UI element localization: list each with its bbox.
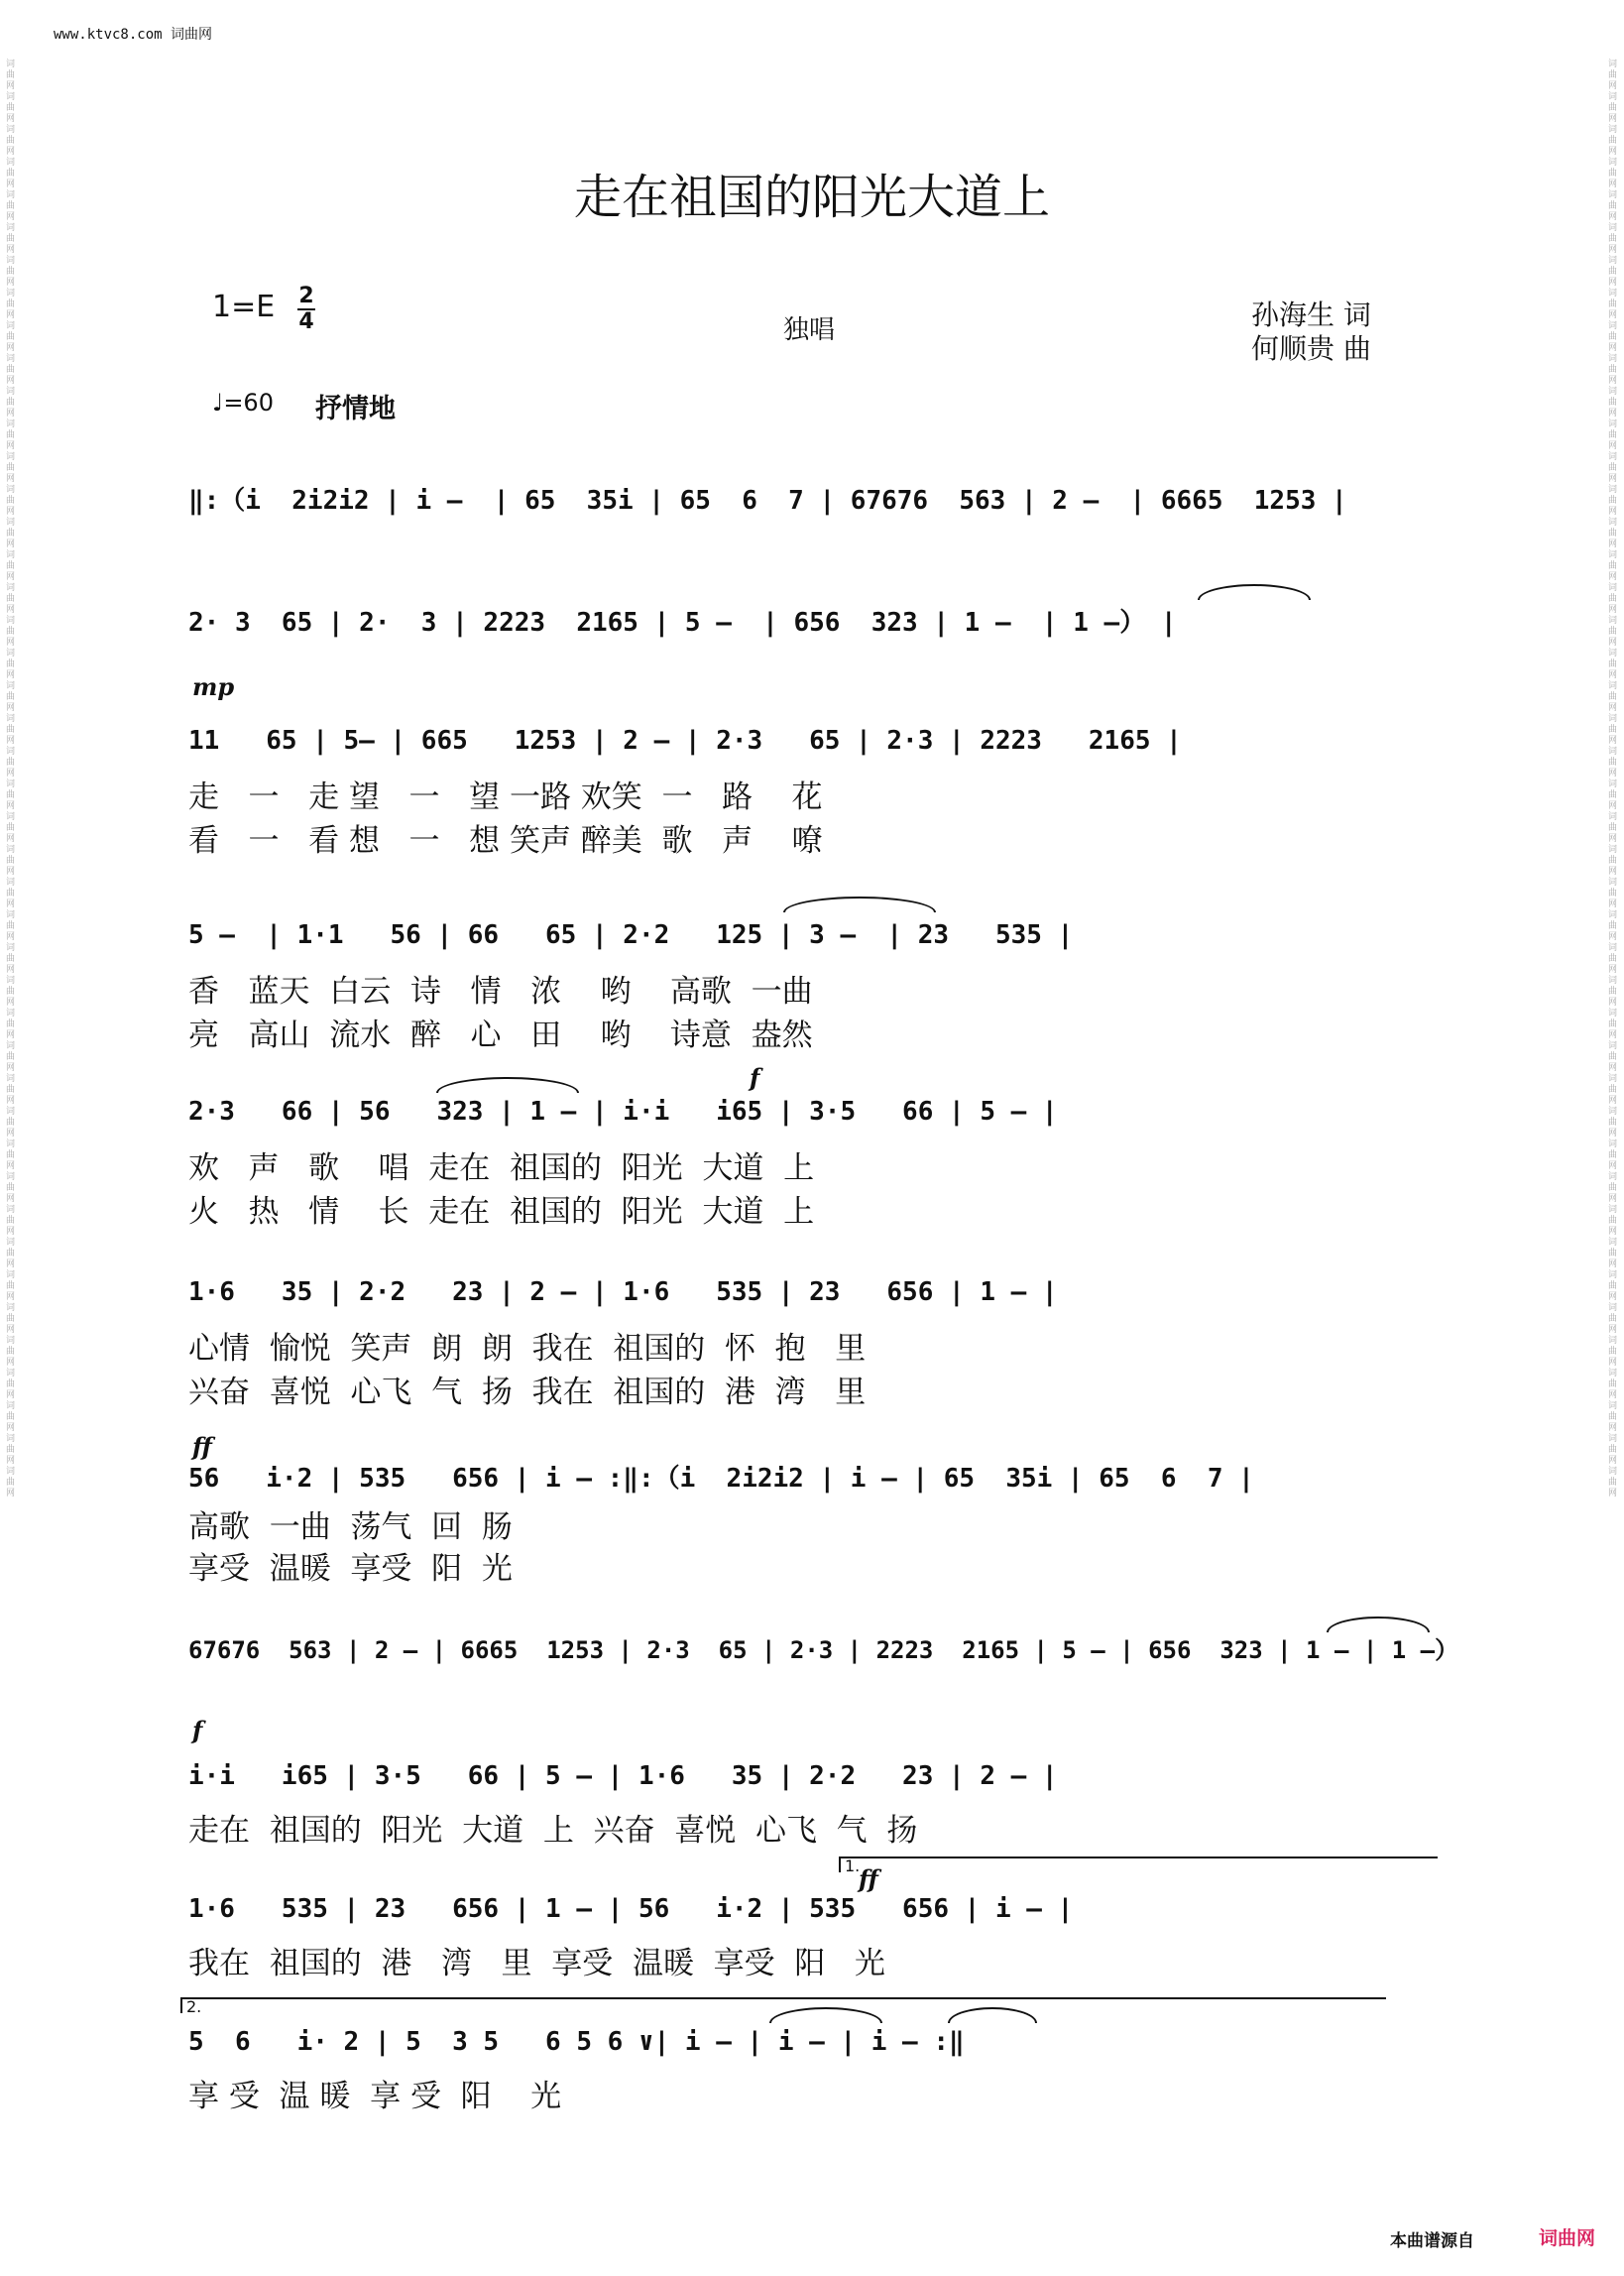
tie-arc — [783, 897, 936, 912]
notation-line: 56 i·2 | 535 656 | i – :‖:（i 2i2i2 | i – | 65 35i | 65 6 7 | — [188, 1464, 1254, 1494]
lyrics-verse-1: 走 一 走 望 一 望 一路 欢笑 一 路 花 — [188, 779, 823, 815]
time-signature-bottom: 4 — [298, 309, 314, 334]
lyrics-verse-1: 我在 祖国的 港 湾 里 享受 温暖 享受 阳 光 — [188, 1946, 885, 1981]
notation-line: 2· 3 65 | 2· 3 | 2223 2165 | 5 – | 656 323 | 1 – | 1 –） | — [188, 608, 1177, 638]
lyrics-verse-1: 走在 祖国的 阳光 大道 上 兴奋 喜悦 心飞 气 扬 — [188, 1813, 918, 1849]
music-system-2 — [188, 598, 1440, 658]
notation-line: 67676 563 | 2 – | 6665 1253 | 2·3 65 | 2·3 | 2223 2165 | 5 – | 656 323 | 1 – | 1 –） — [188, 1636, 1459, 1664]
music-system-5 — [188, 1063, 1440, 1232]
site-label: www.ktvc8.com 词曲网 — [54, 27, 213, 43]
music-system-6 — [188, 1271, 1440, 1410]
notation-line: 1·6 535 | 23 656 | 1 – | 56 i·2 | 535 656 | i – | — [188, 1894, 1074, 1924]
music-system-7 — [188, 1432, 1440, 1587]
volta-label: 1. — [845, 1857, 861, 1875]
music-system-1 — [188, 476, 1440, 536]
lyrics-verse-1: 享 受 温 暖 享 受 阳 光 — [188, 2079, 562, 2114]
time-signature-top: 2 — [298, 284, 314, 308]
lyricist-credit: 孙海生 词 — [1251, 299, 1371, 331]
tie-arc — [1327, 1617, 1430, 1632]
lyrics-verse-2: 亮 高山 流水 醉 心 田 哟 诗意 盎然 — [188, 1018, 813, 1053]
lyrics-verse-1: 香 蓝天 白云 诗 情 浓 哟 高歌 一曲 — [188, 974, 813, 1010]
music-system-8 — [188, 1626, 1459, 1686]
tie-arc — [436, 1077, 579, 1093]
music-system-3 — [188, 672, 1440, 859]
volta-bracket-2 — [180, 1997, 1386, 2016]
music-system-11 — [188, 2023, 1440, 2122]
lyrics-verse-1: 欢 声 歌 唱 走在 祖国的 阳光 大道 上 — [188, 1150, 815, 1186]
expression-marking: 抒情地 — [315, 394, 396, 424]
composer-credit: 何顺贵 曲 — [1251, 332, 1371, 365]
dynamic-marking: f — [750, 1063, 760, 1092]
notation-line: 1·6 35 | 2·2 23 | 2 – | 1·6 535 | 23 656 | 1 – | — [188, 1277, 1058, 1307]
notation-line: ‖:（i 2i2i2 | i – | 65 35i | 65 6 7 | 67676 563 | 2 – | 6665 1253 | — [188, 486, 1347, 516]
dynamic-marking: ff — [192, 1432, 212, 1461]
time-signature — [297, 286, 315, 333]
site-logo[interactable]: 词曲网 — [1539, 2227, 1596, 2249]
dynamic-marking: f — [192, 1716, 203, 1744]
notation-line: 2·3 66 | 56 323 | 1 – | i·i i65 | 3·5 66 | 5 – | — [188, 1097, 1058, 1127]
dynamic-marking: mp — [192, 672, 235, 701]
notation-line: 11 65 | 5– | 665 1253 | 2 – | 2·3 65 | 2·3 | 2223 2165 | — [188, 726, 1182, 756]
lyrics-verse-1: 高歌 一曲 荡气 回 肠 — [188, 1509, 513, 1545]
side-watermark-left: 词曲网词曲网词曲网词曲网词曲网词曲网词曲网词曲网词曲网词曲网词曲网词曲网词曲网词曲网词曲网词曲网词曲网词曲网词曲网词曲网词曲网词曲网词曲网词曲网词曲网词曲网词曲网词曲网词曲网词曲网词曲网词曲网词曲网词曲网词曲网词曲网词曲网词曲网词曲网词曲网词曲网词曲网词曲网词曲网 — [6, 60, 16, 1498]
performance-type: 独唱 — [783, 315, 836, 345]
lyrics-verse-2: 看 一 看 想 一 想 笑声 醉美 歌 声 嘹 — [188, 823, 823, 859]
tie-arc — [1198, 584, 1311, 600]
key-signature: 1=E — [212, 290, 276, 324]
lyrics-verse-2: 享受 温暖 享受 阳 光 — [188, 1551, 513, 1587]
music-system-4 — [188, 910, 1440, 1053]
page-title: 走在祖国的阳光大道上 — [573, 170, 1050, 225]
notation-line: 5 – | 1·1 56 | 66 65 | 2·2 125 | 3 – | 23 535 | — [188, 920, 1074, 950]
volta-label: 2. — [186, 1997, 202, 2016]
lyrics-verse-1: 心情 愉悦 笑声 朗 朗 我在 祖国的 怀 抱 里 — [188, 1331, 867, 1367]
side-watermark-right: 词曲网词曲网词曲网词曲网词曲网词曲网词曲网词曲网词曲网词曲网词曲网词曲网词曲网词曲网词曲网词曲网词曲网词曲网词曲网词曲网词曲网词曲网词曲网词曲网词曲网词曲网词曲网词曲网词曲网词曲网词曲网词曲网词曲网词曲网词曲网词曲网词曲网词曲网词曲网词曲网词曲网词曲网词曲网词曲网 — [1608, 60, 1618, 1498]
lyrics-verse-2: 火 热 情 长 走在 祖国的 阳光 大道 上 — [188, 1194, 815, 1230]
source-label: 本曲谱源自 — [1390, 2231, 1474, 2251]
music-system-10 — [188, 1864, 1440, 1983]
notation-line: i·i i65 | 3·5 66 | 5 – | 1·6 35 | 2·2 23 | 2 – | — [188, 1761, 1058, 1791]
notation-line: 5 6 i· 2 | 5 3 5 6 5 6 ∨| i – | i – | i – :‖ — [188, 2027, 965, 2057]
dynamic-marking: ff — [859, 1864, 878, 1893]
music-system-9 — [188, 1716, 1440, 1855]
lyrics-verse-2: 兴奋 喜悦 心飞 气 扬 我在 祖国的 港 湾 里 — [188, 1375, 867, 1410]
tempo-marking: ♩=60 — [212, 389, 274, 417]
